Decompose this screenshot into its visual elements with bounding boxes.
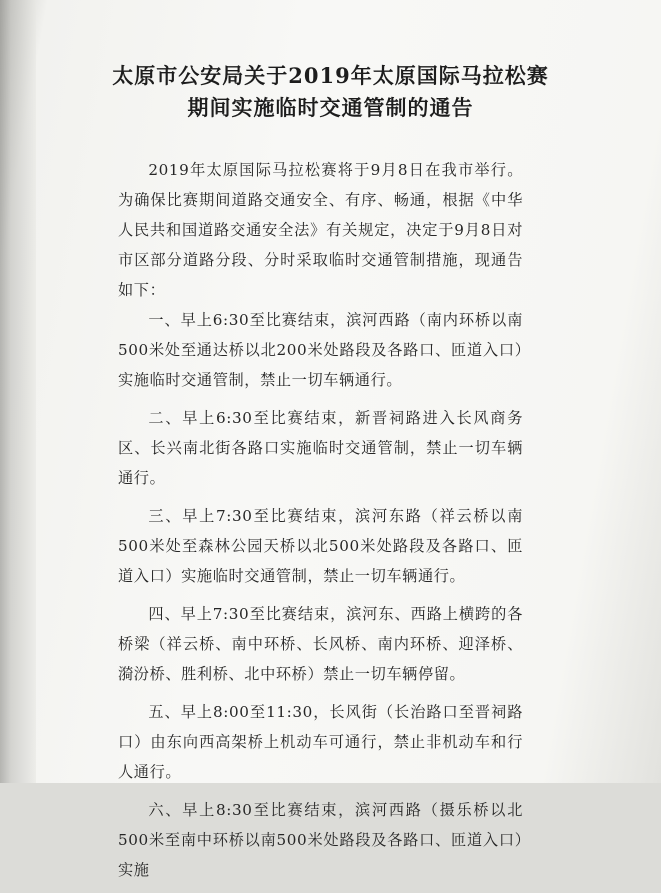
item-paragraph-1: 一、早上6:30至比赛结束，滨河西路（南内环桥以南500米处至通达桥以北200米处路段及各路口、匝道入口）实施临时交通管制，禁止一切车辆通行。 [118,311,523,389]
document-body [118,155,523,893]
item-paragraph-3: 三、早上7:30至比赛结束，滨河东路（祥云桥以南500米处至森林公园天桥以北500米处路段及各路口、匝道入口）实施临时交通管制，禁止一切车辆通行。 [118,507,523,585]
item-paragraph-2: 二、早上6:30至比赛结束，新晋祠路进入长风商务区、长兴南北街各路口实施临时交通管制，禁止一切车辆通行。 [118,409,523,487]
intro-paragraph: 2019年太原国际马拉松赛将于9月8日在我市举行。为确保比赛期间道路交通安全、有序、畅通，根据《中华人民共和国道路交通安全法》有关规定，决定于9月8日对市区部分道路分段、分时采取临时交通管制措施，现通告如下： [118,161,523,299]
document-title-line-1: 太原市公安局关于2019年太原国际马拉松赛 [112,63,549,88]
item-paragraph-6: 六、早上8:30至比赛结束，滨河西路（摄乐桥以北500米至南中环桥以南500米处路段及各路口、匝道入口）实施 [118,801,523,879]
item-paragraph-4: 四、早上7:30至比赛结束，滨河东、西路上横跨的各桥梁（祥云桥、南中环桥、长风桥、南内环桥、迎泽桥、漪汾桥、胜利桥、北中环桥）禁止一切车辆停留。 [118,605,523,683]
document-title-line-2: 期间实施临时交通管制的通告 [187,95,474,120]
item-paragraph-5: 五、早上8:00至11:30，长风街（长治路口至晋祠路口）由东向西高架桥上机动车可通行，禁止非机动车和行人通行。 [118,703,523,781]
